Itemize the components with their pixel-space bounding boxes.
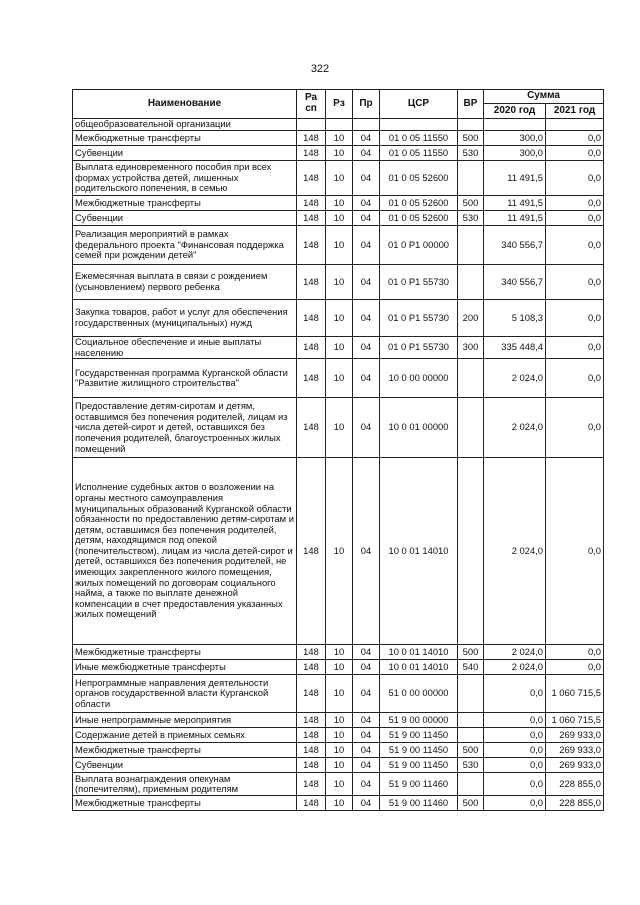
cell-rz <box>326 119 353 131</box>
cell-vr: 500 <box>458 131 484 146</box>
cell-vr <box>458 675 484 713</box>
cell-rz: 10 <box>326 728 353 743</box>
cell-y2021: 269 933,0 <box>546 758 604 773</box>
cell-y2020: 2 024,0 <box>484 458 546 645</box>
cell-rz: 10 <box>326 226 353 265</box>
header-rasp: Ра сп <box>297 90 326 119</box>
cell-rz: 10 <box>326 796 353 811</box>
cell-csr: 10 0 01 00000 <box>380 398 458 458</box>
cell-y2021: 0,0 <box>546 398 604 458</box>
cell-y2021: 269 933,0 <box>546 728 604 743</box>
cell-y2021: 0,0 <box>546 211 604 226</box>
cell-name: Выплата единовременного пособия при всех формах устройства детей, лишенных родительского попечения, в семью <box>73 161 297 196</box>
cell-rz: 10 <box>326 773 353 796</box>
cell-rz: 10 <box>326 713 353 728</box>
cell-rz: 10 <box>326 458 353 645</box>
cell-name: Субвенции <box>73 758 297 773</box>
cell-y2020: 0,0 <box>484 758 546 773</box>
cell-rasp: 148 <box>297 796 326 811</box>
cell-rz: 10 <box>326 743 353 758</box>
table-row <box>73 796 604 811</box>
cell-y2020: 340 556,7 <box>484 265 546 300</box>
cell-csr: 01 0 P1 00000 <box>380 226 458 265</box>
cell-csr: 01 0 05 11550 <box>380 146 458 161</box>
cell-pr: 04 <box>353 196 380 211</box>
cell-vr: 500 <box>458 796 484 811</box>
cell-rz: 10 <box>326 211 353 226</box>
cell-pr: 04 <box>353 337 380 359</box>
cell-pr: 04 <box>353 675 380 713</box>
cell-pr: 04 <box>353 359 380 398</box>
cell-rasp: 148 <box>297 226 326 265</box>
cell-name: Межбюджетные трансферты <box>73 131 297 146</box>
cell-rz: 10 <box>326 300 353 337</box>
cell-pr: 04 <box>353 131 380 146</box>
cell-name: Исполнение судебных актов о возложении на органы местного самоуправления муниципальных образований Курганской области обязанности по предоставлению детям-сиротам и детям, оставшимся без попечения родителей, детям, находящимся под опекой (попечительством), лицам из числа детей-сирот и детей, оставшихся без попечения родителей, не имеющих закрепленного жилого помещения, жилых помещений по договорам социального найма, а также по выплате денежной компенсации в счет предоставления указанных жилых помещений <box>73 458 297 645</box>
cell-name: Ежемесячная выплата в связи с рождением (усыновлением) первого ребенка <box>73 265 297 300</box>
cell-csr: 10 0 01 14010 <box>380 660 458 675</box>
table-row <box>73 359 604 398</box>
cell-name: Межбюджетные трансферты <box>73 645 297 660</box>
table-row <box>73 196 604 211</box>
table-row <box>73 265 604 300</box>
table-body <box>73 119 604 811</box>
page-number: 322 <box>310 63 330 75</box>
cell-y2021: 0,0 <box>546 196 604 211</box>
cell-csr: 01 0 P1 55730 <box>380 300 458 337</box>
cell-y2020: 0,0 <box>484 728 546 743</box>
cell-pr: 04 <box>353 660 380 675</box>
cell-y2020: 340 556,7 <box>484 226 546 265</box>
table-row <box>73 211 604 226</box>
cell-name: Иные непрограммные мероприятия <box>73 713 297 728</box>
table-row <box>73 645 604 660</box>
table-row <box>73 226 604 265</box>
cell-y2021: 0,0 <box>546 458 604 645</box>
cell-rz: 10 <box>326 398 353 458</box>
cell-y2020: 11 491,5 <box>484 196 546 211</box>
cell-y2020: 0,0 <box>484 743 546 758</box>
cell-rasp: 148 <box>297 458 326 645</box>
cell-csr: 01 0 05 52600 <box>380 211 458 226</box>
cell-rz: 10 <box>326 131 353 146</box>
table-row <box>73 458 604 645</box>
cell-rasp: 148 <box>297 196 326 211</box>
cell-vr: 500 <box>458 743 484 758</box>
cell-csr: 10 0 01 14010 <box>380 458 458 645</box>
cell-vr: 530 <box>458 146 484 161</box>
cell-y2020: 335 448,4 <box>484 337 546 359</box>
cell-csr: 51 9 00 11460 <box>380 796 458 811</box>
cell-y2021: 1 060 715,5 <box>546 713 604 728</box>
cell-csr: 01 0 P1 55730 <box>380 265 458 300</box>
cell-csr: 10 0 00 00000 <box>380 359 458 398</box>
cell-y2021: 228 855,0 <box>546 796 604 811</box>
cell-vr <box>458 265 484 300</box>
cell-y2021: 1 060 715,5 <box>546 675 604 713</box>
cell-vr: 530 <box>458 211 484 226</box>
header-rz: Рз <box>326 90 353 119</box>
cell-rz: 10 <box>326 758 353 773</box>
cell-rasp: 148 <box>297 645 326 660</box>
cell-y2021: 0,0 <box>546 359 604 398</box>
cell-y2020: 2 024,0 <box>484 645 546 660</box>
cell-rz: 10 <box>326 161 353 196</box>
cell-y2020: 11 491,5 <box>484 211 546 226</box>
cell-pr: 04 <box>353 773 380 796</box>
cell-pr: 04 <box>353 458 380 645</box>
cell-vr <box>458 161 484 196</box>
cell-csr: 51 9 00 11450 <box>380 728 458 743</box>
cell-vr: 300 <box>458 337 484 359</box>
cell-y2020: 11 491,5 <box>484 161 546 196</box>
cell-name: Иные межбюджетные трансферты <box>73 660 297 675</box>
cell-vr <box>458 359 484 398</box>
cell-rasp: 148 <box>297 675 326 713</box>
cell-rasp: 148 <box>297 728 326 743</box>
cell-rz: 10 <box>326 660 353 675</box>
cell-y2021: 0,0 <box>546 131 604 146</box>
table-row <box>73 713 604 728</box>
cell-y2020: 0,0 <box>484 796 546 811</box>
cell-y2021: 0,0 <box>546 337 604 359</box>
cell-rasp: 148 <box>297 660 326 675</box>
cell-vr: 500 <box>458 645 484 660</box>
cell-name: Предоставление детям-сиротам и детям, оставшимся без попечения родителей, лицам из числа детей-сирот и детей, оставшихся без попечения родителей, благоустроенных жилых помещений <box>73 398 297 458</box>
cell-rasp: 148 <box>297 131 326 146</box>
cell-csr: 51 9 00 11450 <box>380 743 458 758</box>
cell-rasp: 148 <box>297 773 326 796</box>
table-row <box>73 161 604 196</box>
cell-rasp: 148 <box>297 398 326 458</box>
table-row <box>73 119 604 131</box>
cell-pr <box>353 119 380 131</box>
cell-pr: 04 <box>353 645 380 660</box>
cell-vr <box>458 458 484 645</box>
table-row <box>73 773 604 796</box>
cell-rz: 10 <box>326 196 353 211</box>
cell-vr <box>458 226 484 265</box>
cell-pr: 04 <box>353 398 380 458</box>
cell-y2020: 5 108,3 <box>484 300 546 337</box>
cell-csr: 10 0 01 14010 <box>380 645 458 660</box>
cell-rasp: 148 <box>297 713 326 728</box>
cell-name: общеобразовательной организации <box>73 119 297 131</box>
cell-vr: 530 <box>458 758 484 773</box>
cell-rz: 10 <box>326 675 353 713</box>
cell-csr: 51 9 00 11450 <box>380 758 458 773</box>
cell-name: Межбюджетные трансферты <box>73 743 297 758</box>
cell-rasp: 148 <box>297 359 326 398</box>
cell-csr: 51 9 00 11460 <box>380 773 458 796</box>
cell-name: Выплата вознаграждения опекунам (попечителям), приемным родителям <box>73 773 297 796</box>
cell-vr: 540 <box>458 660 484 675</box>
table-row <box>73 675 604 713</box>
table-row <box>73 743 604 758</box>
cell-y2021: 228 855,0 <box>546 773 604 796</box>
header-2020: 2020 год <box>484 104 546 119</box>
cell-pr: 04 <box>353 211 380 226</box>
cell-y2021: 0,0 <box>546 300 604 337</box>
cell-csr: 01 0 P1 55730 <box>380 337 458 359</box>
cell-pr: 04 <box>353 796 380 811</box>
cell-y2020: 300,0 <box>484 131 546 146</box>
cell-name: Государственная программа Курганской области "Развитие жилищного строительства" <box>73 359 297 398</box>
cell-rasp: 148 <box>297 743 326 758</box>
cell-csr <box>380 119 458 131</box>
cell-name: Социальное обеспечение и иные выплаты населению <box>73 337 297 359</box>
cell-vr <box>458 728 484 743</box>
cell-y2020: 2 024,0 <box>484 398 546 458</box>
cell-y2020: 0,0 <box>484 713 546 728</box>
cell-y2021: 0,0 <box>546 265 604 300</box>
cell-y2021 <box>546 119 604 131</box>
cell-rasp: 148 <box>297 161 326 196</box>
table-row <box>73 758 604 773</box>
cell-name: Реализация мероприятий в рамках федерального проекта "Финансовая поддержка семей при рождении детей" <box>73 226 297 265</box>
cell-y2021: 269 933,0 <box>546 743 604 758</box>
cell-y2020: 0,0 <box>484 773 546 796</box>
cell-name: Субвенции <box>73 146 297 161</box>
cell-rasp: 148 <box>297 265 326 300</box>
table-row <box>73 337 604 359</box>
cell-pr: 04 <box>353 728 380 743</box>
cell-rz: 10 <box>326 337 353 359</box>
cell-vr <box>458 713 484 728</box>
cell-y2021: 0,0 <box>546 645 604 660</box>
header-csr: ЦСР <box>380 90 458 119</box>
cell-pr: 04 <box>353 743 380 758</box>
cell-csr: 01 0 05 11550 <box>380 131 458 146</box>
cell-y2021: 0,0 <box>546 226 604 265</box>
cell-pr: 04 <box>353 226 380 265</box>
cell-pr: 04 <box>353 713 380 728</box>
header-row <box>73 90 604 104</box>
header-sum: Сумма <box>484 90 604 104</box>
table-row <box>73 398 604 458</box>
cell-y2021: 0,0 <box>546 146 604 161</box>
cell-name: Межбюджетные трансферты <box>73 796 297 811</box>
cell-pr: 04 <box>353 300 380 337</box>
cell-name: Непрограммные направления деятельности органов государственной власти Курганской области <box>73 675 297 713</box>
cell-name: Содержание детей в приемных семьях <box>73 728 297 743</box>
table-row <box>73 131 604 146</box>
cell-pr: 04 <box>353 146 380 161</box>
cell-csr: 51 0 00 00000 <box>380 675 458 713</box>
cell-vr <box>458 398 484 458</box>
cell-name: Закупка товаров, работ и услуг для обеспечения государственных (муниципальных) нужд <box>73 300 297 337</box>
cell-rz: 10 <box>326 146 353 161</box>
cell-csr: 01 0 05 52600 <box>380 161 458 196</box>
cell-vr <box>458 119 484 131</box>
cell-rz: 10 <box>326 359 353 398</box>
cell-pr: 04 <box>353 161 380 196</box>
cell-csr: 01 0 05 52600 <box>380 196 458 211</box>
cell-csr: 51 9 00 00000 <box>380 713 458 728</box>
cell-pr: 04 <box>353 265 380 300</box>
cell-y2020 <box>484 119 546 131</box>
cell-y2020: 0,0 <box>484 675 546 713</box>
cell-rasp: 148 <box>297 337 326 359</box>
cell-rasp: 148 <box>297 211 326 226</box>
cell-vr: 500 <box>458 196 484 211</box>
cell-name: Субвенции <box>73 211 297 226</box>
cell-rz: 10 <box>326 645 353 660</box>
cell-rz: 10 <box>326 265 353 300</box>
cell-y2020: 300,0 <box>484 146 546 161</box>
table-row <box>73 300 604 337</box>
cell-rasp: 148 <box>297 758 326 773</box>
budget-table <box>72 89 604 811</box>
cell-name: Межбюджетные трансферты <box>73 196 297 211</box>
cell-rasp <box>297 119 326 131</box>
cell-rasp: 148 <box>297 300 326 337</box>
cell-y2020: 2 024,0 <box>484 359 546 398</box>
header-name: Наименование <box>73 90 297 119</box>
table-row <box>73 660 604 675</box>
cell-vr <box>458 773 484 796</box>
cell-y2021: 0,0 <box>546 660 604 675</box>
cell-pr: 04 <box>353 758 380 773</box>
cell-rasp: 148 <box>297 146 326 161</box>
table-row <box>73 728 604 743</box>
cell-y2020: 2 024,0 <box>484 660 546 675</box>
cell-y2021: 0,0 <box>546 161 604 196</box>
header-2021: 2021 год <box>546 104 604 119</box>
cell-vr: 200 <box>458 300 484 337</box>
header-pr: Пр <box>353 90 380 119</box>
table-row <box>73 146 604 161</box>
header-vr: ВР <box>458 90 484 119</box>
